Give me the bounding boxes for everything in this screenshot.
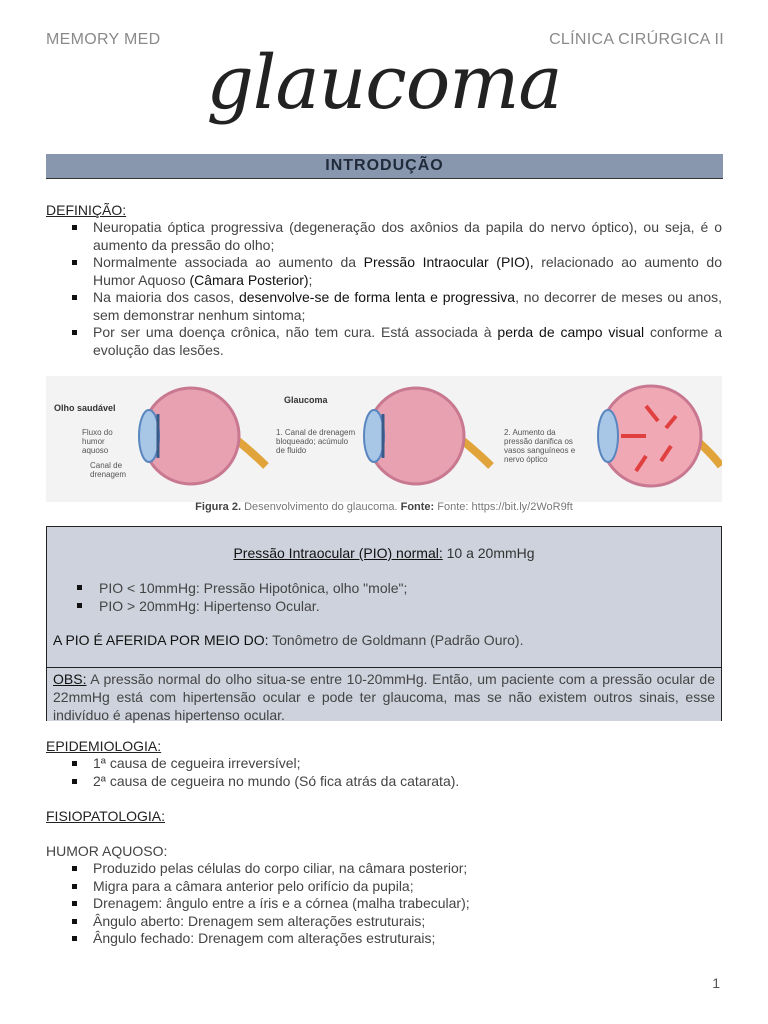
pio-info-box-top bbox=[47, 527, 721, 667]
section-header-introducao: INTRODUÇÃO bbox=[46, 154, 723, 179]
aqueous-humor-subheading: HUMOR AQUOSO: bbox=[46, 843, 168, 859]
header-left-label: MEMORY MED bbox=[46, 31, 161, 48]
flow-label: Fluxo do humor aquoso bbox=[82, 428, 113, 455]
healthy-eye-title: Olho saudável bbox=[54, 403, 116, 413]
aqueous-humor-list bbox=[46, 860, 722, 948]
damaged-eye-icon bbox=[598, 386, 721, 486]
canal-label: Canal de drenagem bbox=[90, 461, 127, 479]
list-item: Por ser uma doença crônica, não tem cura. Está associada à perda de campo visual conforme a evolução das lesões. bbox=[46, 324, 722, 359]
list-item: Migra para a câmara anterior pelo orifício da pupila; bbox=[46, 878, 722, 896]
obs-note: OBS: A pressão normal do olho situa-se entre 10-20mmHg. Então, um paciente com a pressão ocular de 22mmHg está com hipertensão ocular e pode ter glaucoma, mas se não existem outros sinais, esse indivíduo é apenas hipertenso ocular. bbox=[47, 667, 721, 721]
list-item: Neuropatia óptica progressiva (degeneração dos axônios da papila do nervo óptico), ou seja, é o aumento da pressão do olho; bbox=[46, 219, 722, 254]
list-item: 2ª causa de cegueira no mundo (Só fica atrás da catarata). bbox=[46, 773, 722, 791]
list-item: PIO < 10mmHg: Pressão Hipotônica, olho "mole"; bbox=[47, 579, 721, 597]
pressure-damage-label: 2. Aumento da pressão danifica os vasos sanguíneos e nervo óptico bbox=[504, 428, 576, 464]
header-right-label: CLÍNICA CIRÚRGICA II bbox=[549, 31, 724, 48]
definition-list bbox=[46, 219, 722, 359]
list-item: PIO > 20mmHg: Hipertenso Ocular. bbox=[47, 597, 721, 615]
list-item: Ângulo fechado: Drenagem com alterações estruturais; bbox=[46, 930, 722, 948]
glaucoma-title: Glaucoma bbox=[284, 395, 328, 405]
list-item: Drenagem: ângulo entre a íris e a córnea (malha trabecular); bbox=[46, 895, 722, 913]
figure-caption: Figura 2. Desenvolvimento do glaucoma. Fonte: Fonte: https://bit.ly/2WoR9ft bbox=[195, 501, 573, 513]
pio-ranges-list bbox=[47, 579, 721, 615]
pio-measurement-line: A PIO É AFERIDA POR MEIO DO: Tonômetro de Goldmann (Padrão Ouro). bbox=[53, 632, 524, 648]
list-item: 1ª causa de cegueira irreversível; bbox=[46, 755, 722, 773]
pathophysiology-label: FISIOPATOLOGIA: bbox=[46, 808, 166, 824]
epidemiology-label: EPIDEMIOLOGIA: bbox=[46, 738, 162, 754]
blocked-canal-label: 1. Canal de drenagem bloqueado; acúmulo de fluido bbox=[276, 428, 356, 455]
page-title: glaucoma bbox=[206, 40, 562, 126]
definition-label: DEFINIÇÃO: bbox=[46, 202, 127, 218]
list-item: Normalmente associada ao aumento da Pressão Intraocular (PIO), relacionado ao aumento do Humor Aquoso (Câmara Posterior); bbox=[46, 254, 722, 289]
blocked-eye-icon bbox=[364, 388, 491, 484]
glaucoma-figure bbox=[46, 376, 722, 502]
page-number: 1 bbox=[712, 975, 720, 991]
list-item: Produzido pelas células do corpo ciliar, na câmara posterior; bbox=[46, 860, 722, 878]
pio-normal-title: Pressão Intraocular (PIO) normal: 10 a 20mmHg bbox=[233, 545, 535, 561]
eye-illustration bbox=[46, 376, 722, 502]
list-item: Ângulo aberto: Drenagem sem alterações estruturais; bbox=[46, 913, 722, 931]
list-item: Na maioria dos casos, desenvolve-se de forma lenta e progressiva, no decorrer de meses ou anos, sem demonstrar nenhum sintoma; bbox=[46, 289, 722, 324]
epidemiology-list bbox=[46, 755, 722, 790]
pio-info-box bbox=[46, 526, 722, 721]
healthy-eye-icon bbox=[139, 388, 266, 484]
